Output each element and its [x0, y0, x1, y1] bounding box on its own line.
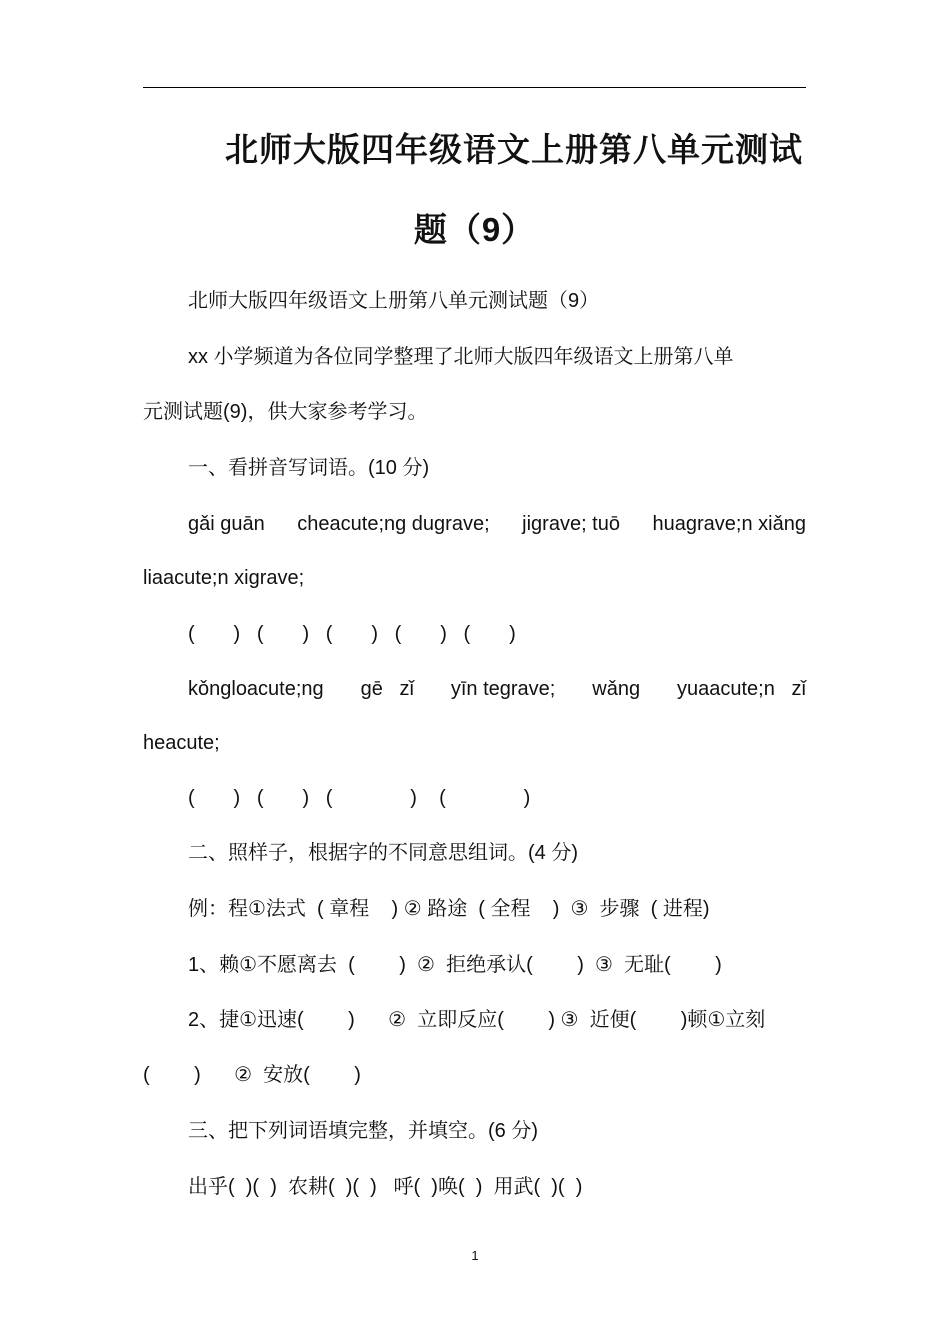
pinyin-item: wǎng [592, 678, 641, 700]
pinyin-row-2-continued: heacute; [143, 732, 220, 754]
pinyin-item: jigrave; tuō [522, 513, 620, 535]
document-title-line-1: 北师大版四年级语文上册第八单元测试 [225, 131, 803, 168]
section-2-heading: 二、照样子，根据字的不同意思组词。(4 分) [188, 842, 578, 864]
pinyin-row-2 [188, 675, 806, 703]
section-1-heading: 一、看拼音写词语。(10 分) [188, 457, 430, 479]
intro-heading: 北师大版四年级语文上册第八单元测试题（9） [188, 290, 600, 312]
pinyin-item: gǎi guān [188, 513, 265, 535]
pinyin-row-1 [188, 510, 806, 538]
document-title-line-2: 题（9） [413, 211, 536, 248]
section-3-heading: 三、把下列词语填完整，并填空。(6 分) [188, 1120, 538, 1142]
question-1: 1、赖①不愿离去 ( ) ② 拒绝承认( ) ③ 无耻( ) [188, 954, 722, 976]
pinyin-item: huagrave;n xiǎng [652, 513, 806, 535]
intro-paragraph-line-1: xx 小学频道为各位同学整理了北师大版四年级语文上册第八单 [188, 346, 734, 368]
header-rule [143, 87, 806, 88]
question-3: 出乎( )( ) 农耕( )( ) 呼( )唤( ) 用武( )( ) [188, 1176, 583, 1198]
question-2-line-1: 2、捷①迅速( ) ② 立即反应( ) ③ 近便( )顿①立刻 [188, 1009, 766, 1031]
pinyin-item: cheacute;ng dugrave; [297, 513, 490, 535]
question-2-line-2: ( ) ② 安放( ) [143, 1064, 361, 1086]
pinyin-row-1-continued: liaacute;n xigrave; [143, 567, 305, 589]
pinyin-item: yuaacute;n zǐ [676, 678, 806, 700]
pinyin-item: gē zǐ [360, 678, 414, 700]
example-line: 例：程①法式 ( 章程 ) ② 路途 ( 全程 ) ③ 步骤 ( 进程) [188, 898, 710, 920]
answer-brackets-row-1: ( ) ( ) ( ) ( ) ( ) [188, 623, 516, 645]
pinyin-item: kǒngloacute;ng [188, 678, 324, 700]
intro-paragraph-line-2: 元测试题(9)，供大家参考学习。 [143, 401, 428, 423]
page-number: 1 [471, 1248, 479, 1263]
pinyin-item: yīn tegrave; [450, 678, 556, 700]
answer-brackets-row-2: ( ) ( ) ( ) ( ) [188, 787, 531, 809]
